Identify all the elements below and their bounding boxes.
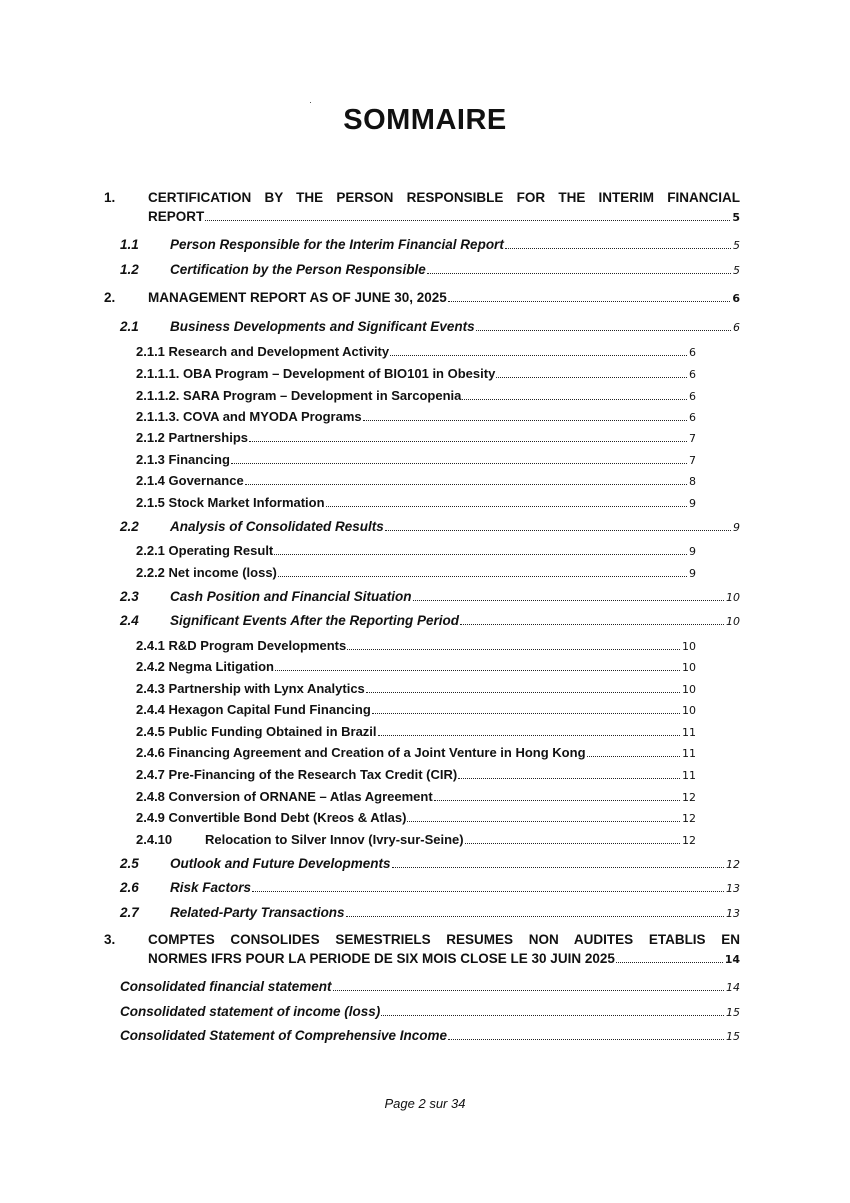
toc-entry-2-4-6[interactable] <box>136 745 696 760</box>
toc-page: 9 <box>733 521 740 534</box>
dot-leader <box>427 273 731 274</box>
toc-entry-consolidated-statement-of-income[interactable] <box>120 1004 740 1019</box>
toc-entry-2-4-10[interactable] <box>136 832 696 847</box>
toc-page: 6 <box>689 368 696 381</box>
page-title: SOMMAIRE <box>343 104 507 136</box>
toc-label: 2.2.1 Operating Result <box>136 543 274 558</box>
toc-number: 2.2 <box>120 519 139 534</box>
toc-page: 5 <box>732 211 740 224</box>
toc-label: Risk Factors <box>170 880 252 895</box>
dot-leader <box>372 713 680 714</box>
toc-page: 9 <box>689 497 696 510</box>
toc-number: 2.1 <box>120 319 139 334</box>
toc-entry-2-2-2[interactable] <box>136 565 696 580</box>
toc-entry-1-2[interactable] <box>120 262 740 277</box>
toc-page: 14 <box>724 953 740 966</box>
toc-number: 2.5 <box>120 856 139 871</box>
toc-page: 11 <box>682 769 696 782</box>
dot-leader <box>205 220 730 221</box>
toc-entry-2-1-1-3[interactable] <box>136 409 696 424</box>
dot-leader <box>381 1015 724 1016</box>
toc-label: 2.4.9 Convertible Bond Debt (Kreos & Atlas) <box>136 810 407 825</box>
toc-number: 2.4.10 <box>136 832 173 847</box>
toc-entry-2-3[interactable] <box>120 589 740 604</box>
toc-section-1[interactable] <box>104 190 740 205</box>
toc-number: 1.1 <box>120 237 139 252</box>
toc-label: CERTIFICATION BY THE PERSON RESPONSIBLE FOR THE INTERIM FINANCIAL <box>148 190 740 205</box>
toc-entry-2-1-2[interactable] <box>136 430 696 445</box>
toc-label: 2.4.8 Conversion of ORNANE – Atlas Agreement <box>136 789 433 804</box>
dot-leader <box>275 670 680 671</box>
dot-leader <box>326 506 687 507</box>
toc-entry-2-1-1[interactable] <box>136 344 696 359</box>
toc-entry-consolidated-financial-statement[interactable] <box>120 979 740 994</box>
dot-leader <box>496 377 687 378</box>
dot-leader <box>278 576 687 577</box>
toc-page: 12 <box>682 834 696 847</box>
dot-leader <box>460 624 724 625</box>
toc-page: 10 <box>682 640 696 653</box>
toc-number: 2.6 <box>120 880 139 895</box>
toc-label: Consolidated financial statement <box>120 979 332 994</box>
stray-mark <box>310 102 311 103</box>
toc-page: 12 <box>726 858 740 871</box>
toc-page: 10 <box>682 661 696 674</box>
toc-label: 2.4.2 Negma Litigation <box>136 659 274 674</box>
toc-label: Relocation to Silver Innov (Ivry-sur-Seine) <box>205 832 464 847</box>
toc-label: Consolidated statement of income (loss) <box>120 1004 381 1019</box>
dot-leader <box>390 355 687 356</box>
dot-leader <box>413 600 724 601</box>
toc-label: Certification by the Person Responsible <box>170 262 426 277</box>
toc-label: Significant Events After the Reporting Period <box>170 613 460 628</box>
dot-leader <box>245 484 687 485</box>
dot-leader <box>231 463 687 464</box>
dot-leader <box>274 554 687 555</box>
toc-label: 2.1.1 Research and Development Activity <box>136 344 390 359</box>
toc-label: 2.1.1.1. OBA Program – Development of BIO101 in Obesity <box>136 366 496 381</box>
toc-label: Cash Position and Financial Situation <box>170 589 412 604</box>
toc-entry-2-4-8[interactable] <box>136 789 696 804</box>
toc-number: 2.7 <box>120 905 139 920</box>
toc-label: Outlook and Future Developments <box>170 856 391 871</box>
toc-page: 15 <box>726 1030 740 1043</box>
toc-page: 12 <box>682 791 696 804</box>
toc-entry-2-4-3[interactable] <box>136 681 696 696</box>
dot-leader <box>407 821 680 822</box>
toc-page: 10 <box>726 591 740 604</box>
toc-number: 2.4 <box>120 613 139 628</box>
toc-entry-2-5[interactable] <box>120 856 740 871</box>
toc-label: Analysis of Consolidated Results <box>170 519 384 534</box>
toc-entry-2-7[interactable] <box>120 905 740 920</box>
toc-page: 6 <box>689 390 696 403</box>
dot-leader <box>476 330 731 331</box>
toc-page: 14 <box>726 981 740 994</box>
dot-leader <box>587 756 680 757</box>
toc-label: 2.1.2 Partnerships <box>136 430 248 445</box>
toc-page: 5 <box>733 239 740 252</box>
toc-label: 2.4.4 Hexagon Capital Fund Financing <box>136 702 371 717</box>
toc-label: Business Developments and Significant Events <box>170 319 475 334</box>
toc-label: MANAGEMENT REPORT AS OF JUNE 30, 2025 <box>148 290 447 305</box>
toc-page: 12 <box>682 812 696 825</box>
dot-leader <box>505 248 731 249</box>
toc-entry-2-1-1-2[interactable] <box>136 388 696 403</box>
dot-leader <box>434 800 680 801</box>
toc-entry-2-1[interactable] <box>120 319 740 334</box>
dot-leader <box>616 962 723 963</box>
toc-number: 1.2 <box>120 262 139 277</box>
dot-leader <box>458 778 680 779</box>
dot-leader <box>347 649 680 650</box>
dot-leader <box>333 990 724 991</box>
toc-page: 11 <box>682 747 696 760</box>
toc-page: 6 <box>732 292 740 305</box>
toc-label: Related-Party Transactions <box>170 905 345 920</box>
toc-page: 9 <box>689 545 696 558</box>
dot-leader <box>252 891 724 892</box>
toc-page: 15 <box>726 1006 740 1019</box>
toc-label: 2.4.7 Pre-Financing of the Research Tax Credit (CIR) <box>136 767 458 782</box>
toc-number: 1. <box>104 190 116 205</box>
toc-label: 2.4.6 Financing Agreement and Creation of a Joint Venture in Hong Kong <box>136 745 586 760</box>
toc-entry-consolidated-comprehensive-income[interactable] <box>120 1028 740 1043</box>
toc-label: 2.4.1 R&D Program Developments <box>136 638 347 653</box>
toc-label: 2.1.3 Financing <box>136 452 230 467</box>
toc-entry-2-2-1[interactable] <box>136 543 696 558</box>
toc-page: 7 <box>689 432 696 445</box>
dot-leader <box>363 420 687 421</box>
toc-page: 7 <box>689 454 696 467</box>
toc-label: 2.4.3 Partnership with Lynx Analytics <box>136 681 365 696</box>
toc-label: 2.1.1.3. COVA and MYODA Programs <box>136 409 362 424</box>
toc-page: 13 <box>726 907 740 920</box>
toc-page: 13 <box>726 882 740 895</box>
toc-entry-2-1-4[interactable] <box>136 473 696 488</box>
toc-page: 8 <box>689 475 696 488</box>
dot-leader <box>385 530 731 531</box>
page-footer: Page 2 sur 34 <box>384 1096 466 1111</box>
toc-entry-2-4-2[interactable] <box>136 659 696 674</box>
toc-label: 2.1.1.2. SARA Program – Development in Sarcopenia <box>136 388 462 403</box>
toc-label: COMPTES CONSOLIDES SEMESTRIELS RESUMES NON AUDITES ETABLIS EN <box>148 932 740 947</box>
toc-entry-2-1-1-1[interactable] <box>136 366 696 381</box>
toc-entry-2-1-5[interactable] <box>136 495 696 510</box>
toc-label: 2.4.5 Public Funding Obtained in Brazil <box>136 724 377 739</box>
toc-entry-2-4-4[interactable] <box>136 702 696 717</box>
toc-label: 2.1.4 Governance <box>136 473 244 488</box>
toc-entry-2-4[interactable] <box>120 613 740 628</box>
toc-page: 9 <box>689 567 696 580</box>
toc-page: 5 <box>733 264 740 277</box>
toc-page: 6 <box>689 411 696 424</box>
dot-leader <box>465 843 680 844</box>
toc-page: 11 <box>682 726 696 739</box>
dot-leader <box>366 692 680 693</box>
toc-entry-2-6[interactable] <box>120 880 740 895</box>
toc-entry-2-1-3[interactable] <box>136 452 696 467</box>
toc-page: 6 <box>689 346 696 359</box>
toc-label: Person Responsible for the Interim Financial Report <box>170 237 504 252</box>
toc-number: 2.3 <box>120 589 139 604</box>
toc-entry-2-4-7[interactable] <box>136 767 696 782</box>
dot-leader <box>249 441 687 442</box>
toc-section-3-continued[interactable] <box>148 951 740 966</box>
toc-entry-2-4-1[interactable] <box>136 638 696 653</box>
toc-label: 2.1.5 Stock Market Information <box>136 495 325 510</box>
toc-entry-2-4-9[interactable] <box>136 810 696 825</box>
toc-page: 6 <box>733 321 740 334</box>
dot-leader <box>462 399 687 400</box>
toc-number: 3. <box>104 932 116 947</box>
toc-entry-1-1[interactable] <box>120 237 740 252</box>
toc-section-1-continued[interactable] <box>148 209 740 224</box>
toc-page: 10 <box>682 704 696 717</box>
toc-label: REPORT <box>148 209 205 224</box>
toc-page: 10 <box>682 683 696 696</box>
dot-leader <box>448 301 731 302</box>
dot-leader <box>378 735 680 736</box>
toc-number: 2. <box>104 290 116 305</box>
toc-section-3[interactable] <box>104 932 740 947</box>
dot-leader <box>448 1039 724 1040</box>
toc-section-2[interactable] <box>104 290 740 305</box>
toc-page: 10 <box>726 615 740 628</box>
dot-leader <box>346 916 724 917</box>
toc-label: 2.2.2 Net income (loss) <box>136 565 277 580</box>
toc-label: Consolidated Statement of Comprehensive Income <box>120 1028 448 1043</box>
dot-leader <box>392 867 724 868</box>
toc-label: NORMES IFRS POUR LA PERIODE DE SIX MOIS CLOSE LE 30 JUIN 2025 <box>148 951 615 966</box>
toc-entry-2-4-5[interactable] <box>136 724 696 739</box>
toc-entry-2-2[interactable] <box>120 519 740 534</box>
